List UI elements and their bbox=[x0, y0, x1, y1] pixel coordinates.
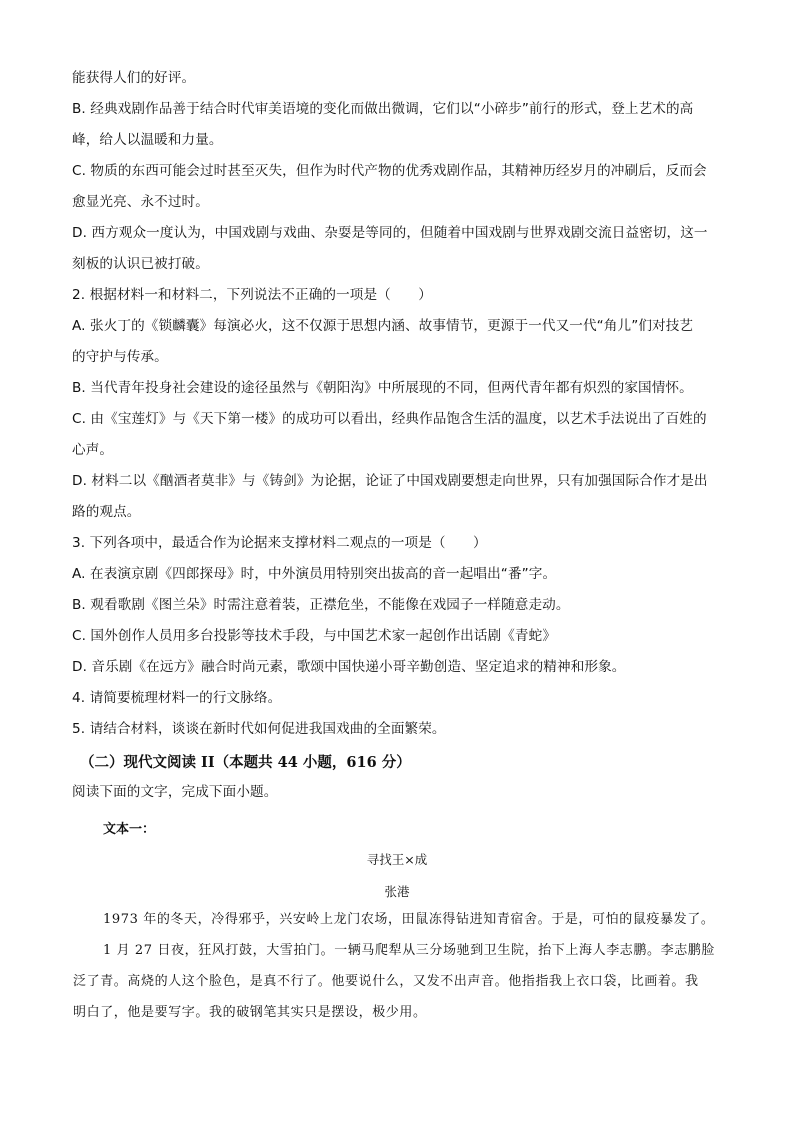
story-line: 1973 年的冬天，冷得邪乎，兴安岭上龙门农场，田鼠冻得钻进知青宿舍。于是，可怕的鼠疫暴发了。 bbox=[103, 912, 715, 927]
paragraph-line: 路的观点。 bbox=[72, 504, 141, 520]
option-d-line: D. 音乐剧《在远方》融合时尚元素，歌颂中国快递小哥辛勤创造、坚定追求的精神和形象。 bbox=[72, 659, 626, 675]
option-c-line: C. 物质的东西可能会过时甚至灭失，但作为时代产物的优秀戏剧作品，其精神历经岁月的冲刷后，反而会 bbox=[72, 163, 707, 179]
story-line: 明白了，他是要写字。我的破钢笔其实只是摆设，极少用。 bbox=[73, 1005, 427, 1020]
option-b-line: B. 经典戏剧作品善于结合时代审美语境的变化而做出微调，它们以“小碎步”前行的形式，登上艺术的高 bbox=[72, 101, 694, 117]
option-d-line: D. 西方观众一度认为，中国戏剧与戏曲、杂耍是等同的，但随着中国戏剧与世界戏剧交流日益密切，这一 bbox=[72, 225, 708, 241]
story-line: 1 月 27 日夜，狂风打鼓，大雪拍门。一辆马爬犁从三分场驰到卫生院，抬下上海人李志鹏。李志鹏脸 bbox=[103, 943, 716, 958]
paragraph-line: 愈显光亮、永不过时。 bbox=[72, 194, 209, 210]
section-heading: （二）现代文阅读 II（本题共 44 小题，616 分） bbox=[80, 754, 411, 771]
question-5: 5. 请结合材料，谈谈在新时代如何促进我国戏曲的全面繁荣。 bbox=[72, 721, 446, 737]
option-c-line: C. 由《宝莲灯》与《天下第一楼》的成功可以看出，经典作品饱含生活的温度，以艺术手法说出了百姓的 bbox=[72, 411, 707, 427]
paragraph-line: 能获得人们的好评。 bbox=[72, 70, 196, 86]
text-label: 文本一： bbox=[103, 822, 156, 837]
paragraph-line: 心声。 bbox=[72, 442, 114, 458]
paragraph-line: 的守护与传承。 bbox=[72, 349, 168, 365]
instruction-text: 阅读下面的文字，完成下面小题。 bbox=[72, 784, 278, 800]
option-c-line: C. 国外创作人员用多台投影等技术手段，与中国艺术家一起创作出话剧《青蛇》 bbox=[72, 628, 557, 644]
paragraph-line: 刻板的认识已被打破。 bbox=[72, 256, 209, 272]
question-4: 4. 请简要梳理材料一的行文脉络。 bbox=[72, 690, 282, 706]
story-author: 张港 bbox=[384, 884, 410, 899]
paragraph-line: 峰，给人以温暖和力量。 bbox=[72, 132, 223, 148]
question-2: 2. 根据材料一和材料二，下列说法不正确的一项是（ ） bbox=[72, 287, 432, 303]
option-a-line: A. 张火丁的《锁麟囊》每演必火，这不仅源于思想内涵、故事情节，更源于一代又一代“角儿”们对技艺 bbox=[72, 318, 694, 334]
story-title: 寻找王×成 bbox=[366, 852, 428, 867]
option-a-line: A. 在表演京剧《四郎探母》时，中外演员用特别突出拔高的音一起唱出“番”字。 bbox=[72, 566, 557, 582]
option-b-line: B. 当代青年投身社会建设的途径虽然与《朝阳沟》中所展现的不同，但两代青年都有炽烈的家国情怀。 bbox=[72, 380, 693, 396]
option-d-line: D. 材料二以《酗酒者莫非》与《铸剑》为论据，论证了中国戏剧要想走向世界，只有加强国际合作才是出 bbox=[72, 473, 708, 489]
option-b-line: B. 观看歌剧《图兰朵》时需注意着装，正襟危坐，不能像在戏园子一样随意走动。 bbox=[72, 597, 570, 613]
story-line: 泛了青。高烧的人这个脸色，是真不行了。他要说什么，又发不出声音。他指指我上衣口袋，比画着。我 bbox=[73, 974, 699, 989]
question-3: 3. 下列各项中，最适合作为论据来支撑材料二观点的一项是（ ） bbox=[72, 535, 487, 551]
